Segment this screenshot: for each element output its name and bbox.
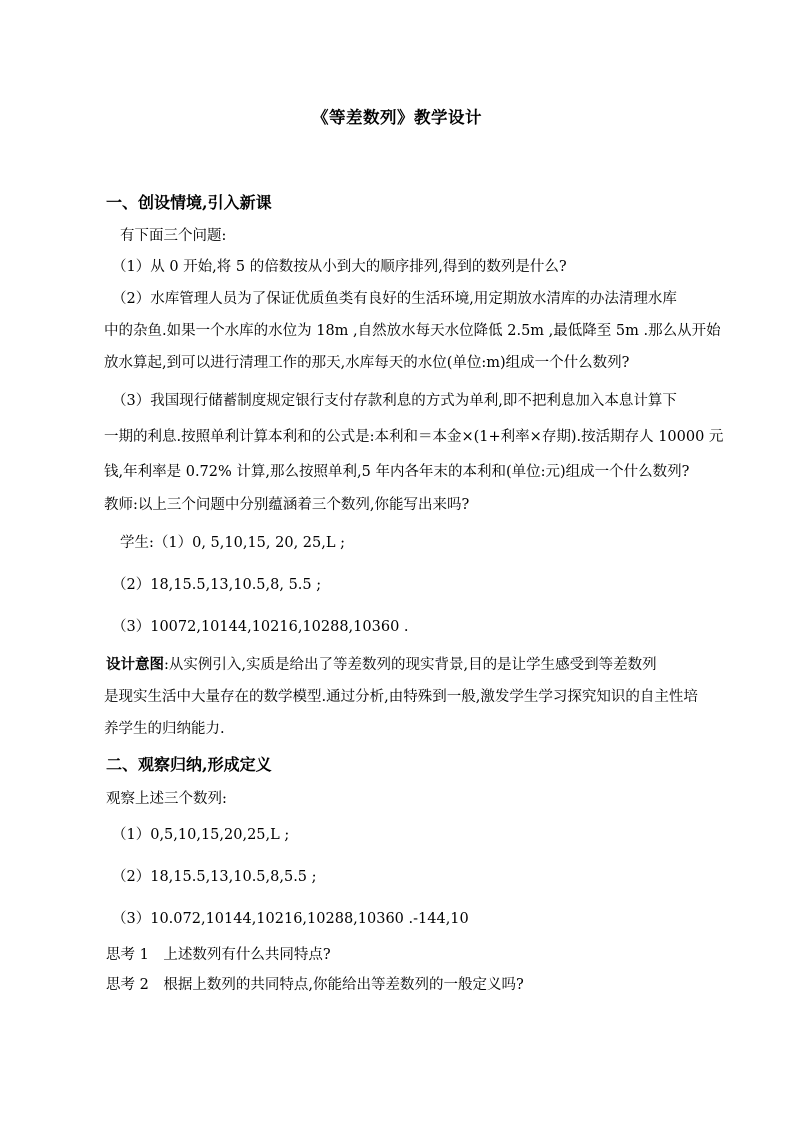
teacher-prompt: 教师:以上三个问题中分别蕴涵着三个数列,你能写出来吗?: [104, 497, 470, 513]
section-2-intro: 观察上述三个数列:: [106, 791, 227, 807]
document-title: 《等差数列》教学设计: [312, 108, 482, 127]
section-1-heading: 一、创设情境,引入新课: [106, 193, 272, 212]
think-1: 思考 1 上述数列有什么共同特点?: [106, 947, 331, 963]
question-3-line-3: 钱,年利率是 0.72% 计算,那么按照单利,5 年内各年末的本利和(单位:元)组成一个什么数列?: [104, 464, 690, 480]
design-intent-line-3: 养学生的归纳能力.: [104, 721, 225, 737]
think-2: 思考 2 根据上数列的共同特点,你能给出等差数列的一般定义吗?: [106, 977, 524, 993]
question-1: （1）从 0 开始,将 5 的倍数按从小到大的顺序排列,得到的数列是什么?: [112, 259, 567, 275]
question-2-line-3: 放水算起,到可以进行清理工作的那天,水库每天的水位(单位:m)组成一个什么数列?: [104, 355, 630, 371]
section-2-heading: 二、观察归纳,形成定义: [106, 755, 272, 774]
question-2-line-1: （2）水库管理人员为了保证优质鱼类有良好的生活环境,用定期放水清库的办法清理水库: [112, 291, 677, 307]
question-3-line-1: （3）我国现行储蓄制度规定银行支付存款利息的方式为单利,即不把利息加入本息计算下: [112, 393, 677, 409]
section-1-intro: 有下面三个问题:: [120, 228, 227, 244]
sequence-2: （2）18,15.5,13,10.5,8,5.5 ;: [112, 869, 317, 885]
student-answer-1: 学生:（1）0, 5,10,15, 20, 25,L ;: [120, 535, 345, 551]
design-intent-text: :从实例引入,实质是给出了等差数列的现实背景,目的是让学生感受到等差数列: [164, 657, 657, 673]
design-intent-line-1: [106, 650, 726, 680]
student-answer-3: （3）10072,10144,10216,10288,10360 .: [112, 619, 409, 635]
student-answer-2: （2）18,15.5,13,10.5,8, 5.5 ;: [112, 577, 322, 593]
design-intent-label: 设计意图: [106, 656, 164, 673]
sequence-1: （1）0,5,10,15,20,25,L ;: [112, 827, 290, 843]
design-intent-line-2: 是现实生活中大量存在的数学模型.通过分析,由特殊到一般,激发学生学习探究知识的自主性培: [104, 689, 698, 705]
question-2-line-2: 中的杂鱼.如果一个水库的水位为 18m ,自然放水每天水位降低 2.5m ,最低降至 5m .那么从开始: [104, 323, 721, 339]
sequence-3: （3）10.072,10144,10216,10288,10360 .-144,10: [112, 911, 469, 927]
question-3-line-2: 一期的利息.按照单利计算本利和的公式是:本利和＝本金×(1+利率×存期).按活期存人 10000 元: [104, 429, 724, 445]
